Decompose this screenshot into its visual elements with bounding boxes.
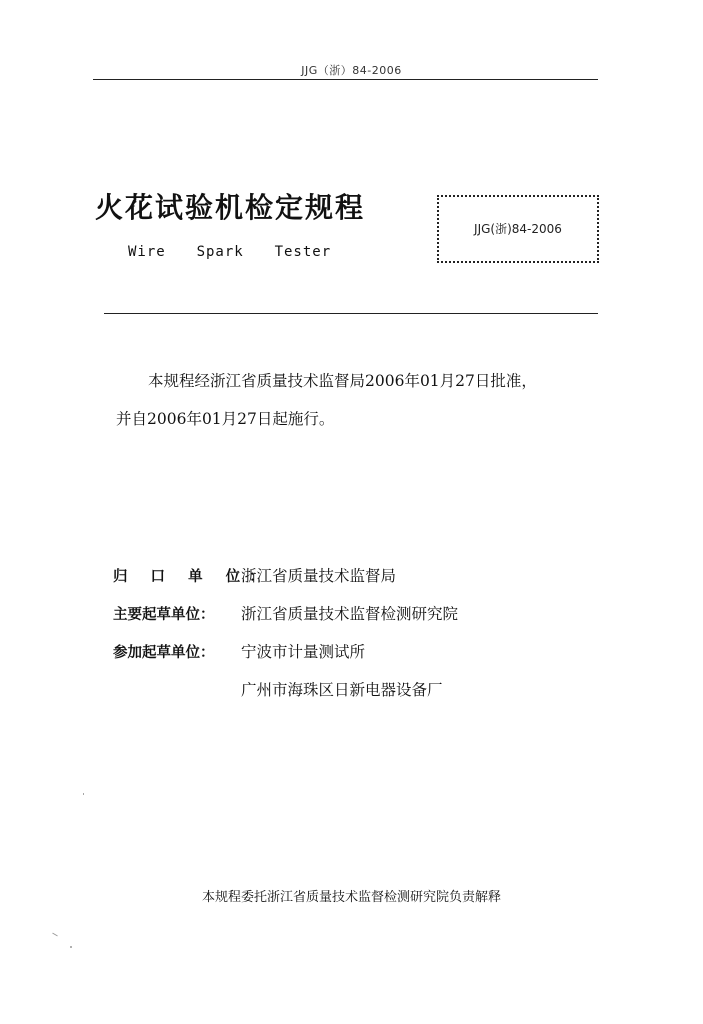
title-divider bbox=[104, 313, 598, 314]
approval-statement bbox=[116, 362, 596, 438]
approval-line-1: 本规程经浙江省质量技术监督局2006年01月27日批准， bbox=[148, 372, 537, 390]
unit-value-participating-2: 广州市海珠区日新电器设备厂 bbox=[241, 681, 443, 699]
scan-speck bbox=[83, 793, 84, 795]
unit-label-main-drafter: 主要起草单位： bbox=[113, 606, 215, 623]
unit-value-participating-1: 宁波市计量测试所 bbox=[241, 643, 366, 661]
scan-speck bbox=[52, 933, 58, 937]
unit-label-participating: 参加起草单位： bbox=[113, 644, 215, 661]
header-standard-code: JJG（浙）84-2006 bbox=[301, 64, 402, 77]
standard-code-box-text: JJG(浙)84-2006 bbox=[474, 222, 562, 236]
unit-value-main-drafter: 浙江省质量技术监督检测研究院 bbox=[241, 605, 459, 623]
drafting-units bbox=[113, 556, 603, 708]
unit-row-responsible bbox=[113, 556, 603, 594]
header-divider bbox=[93, 79, 598, 80]
interpretation-note: 本规程委托浙江省质量技术监督检测研究院负责解释 bbox=[201, 890, 501, 905]
unit-value-responsible: 浙江省质量技术监督局 bbox=[241, 567, 397, 585]
unit-label-responsible: 归 口 单 位： bbox=[113, 568, 273, 585]
unit-row-participating-2 bbox=[113, 670, 603, 708]
unit-row-main-drafter bbox=[113, 594, 603, 632]
approval-line-2: 并自2006年01月27日起施行。 bbox=[116, 410, 335, 428]
scan-speck bbox=[70, 946, 72, 948]
document-title-english: Wire Spark Tester bbox=[128, 244, 332, 260]
document-title-chinese: 火花试验机检定规程 bbox=[95, 191, 366, 224]
unit-row-participating bbox=[113, 632, 603, 670]
